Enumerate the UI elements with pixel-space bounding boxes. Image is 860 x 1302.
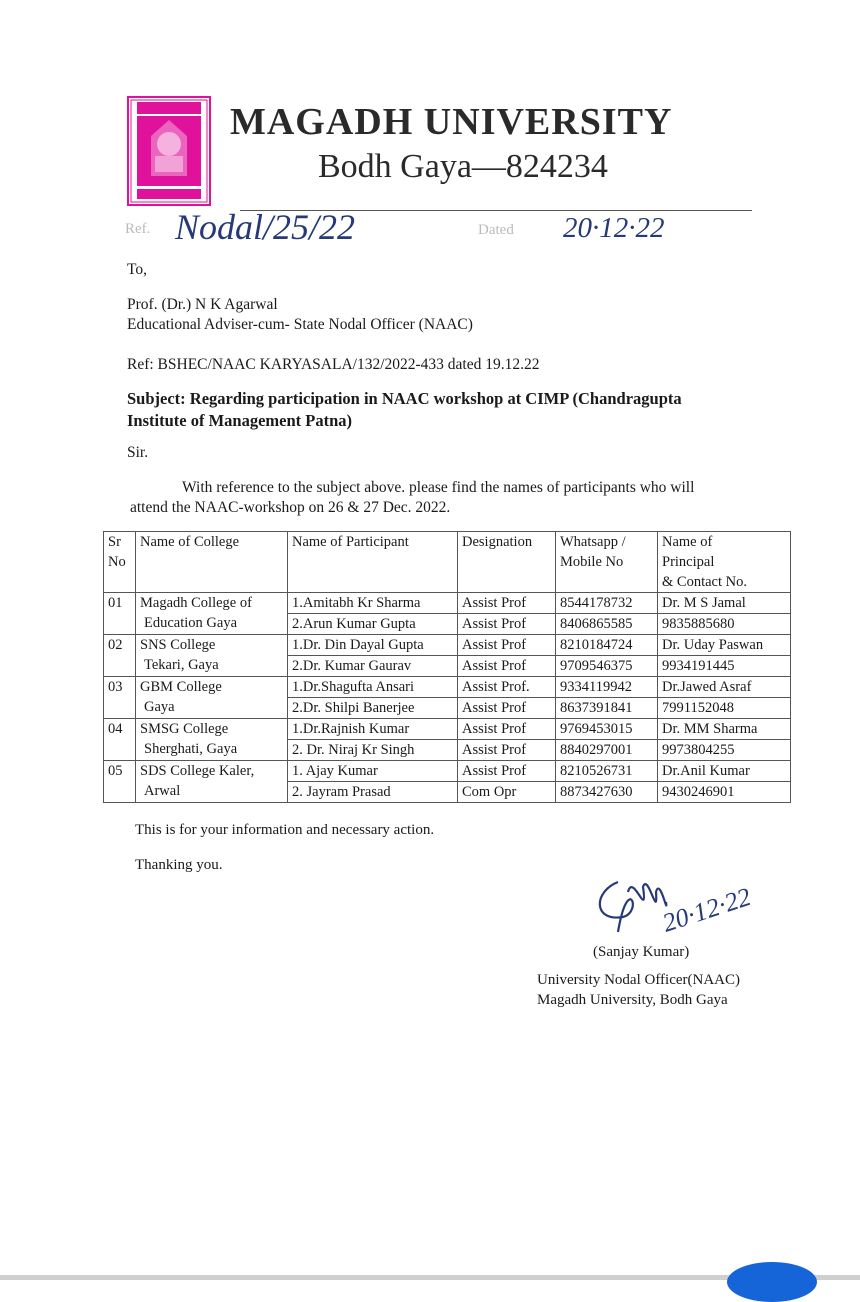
college-name-line-1: SDS College Kaler, <box>140 763 255 779</box>
college-cell <box>136 635 288 677</box>
signatory-name: (Sanjay Kumar) <box>593 944 690 960</box>
mobile-cell: 8544178732 <box>556 593 658 614</box>
header-designation: Designation <box>458 532 556 593</box>
recipient-title: Educational Adviser-cum- State Nodal Officer (NAAC) <box>127 316 473 333</box>
college-cell <box>136 677 288 719</box>
handwritten-signature <box>588 862 813 942</box>
college-cell <box>136 593 288 635</box>
college-name-line-2: Tekari, Gaya <box>144 657 219 673</box>
header-college: Name of College <box>136 532 288 593</box>
mobile-cell: 8637391841 <box>556 698 658 719</box>
body-line-1: With reference to the subject above. please find the names of participants who will <box>182 479 695 496</box>
college-name-line-1: SMSG College <box>140 721 229 737</box>
header-sr-no: Sr No <box>104 532 136 593</box>
principal-cell: 9973804255 <box>658 740 791 761</box>
college-name-line-1: SNS College <box>140 637 216 653</box>
mobile-cell: 9769453015 <box>556 719 658 740</box>
participant-name-cell: 2.Dr. Shilpi Banerjee <box>288 698 458 719</box>
designation-cell: Assist Prof <box>458 593 556 614</box>
participant-name-cell: 1.Dr. Din Dayal Gupta <box>288 635 458 656</box>
college-name-line-2: Sherghati, Gaya <box>144 741 238 757</box>
participants-table <box>103 531 791 803</box>
principal-cell: 9835885680 <box>658 614 791 635</box>
ref-label: Ref. <box>125 221 151 237</box>
header-mobile: Whatsapp / Mobile No <box>556 532 658 593</box>
mobile-cell: 8873427630 <box>556 782 658 803</box>
college-name-line-2: Arwal <box>144 783 181 799</box>
date-handwritten: 20·12·22 <box>563 212 665 244</box>
mobile-cell: 9334119942 <box>556 677 658 698</box>
designation-cell: Assist Prof <box>458 635 556 656</box>
principal-cell: Dr.Jawed Asraf <box>658 677 791 698</box>
designation-cell: Assist Prof. <box>458 677 556 698</box>
designation-cell: Assist Prof <box>458 698 556 719</box>
subject <box>127 388 682 432</box>
mobile-cell: 8406865585 <box>556 614 658 635</box>
closing-info: This is for your information and necessary action. <box>135 822 435 838</box>
participant-name-cell: 2.Arun Kumar Gupta <box>288 614 458 635</box>
signatory-title: University Nodal Officer(NAAC) <box>537 972 741 988</box>
principal-cell: Dr.Anil Kumar <box>658 761 791 782</box>
college-name-line-2: Education Gaya <box>144 615 238 631</box>
designation-cell: Assist Prof <box>458 761 556 782</box>
college-name-line-1: GBM College <box>140 679 222 695</box>
sr-no-cell: 04 <box>104 719 136 761</box>
mobile-cell: 8210184724 <box>556 635 658 656</box>
body-line-2: attend the NAAC-workshop on 26 & 27 Dec. 2022. <box>130 499 451 516</box>
college-name-line-2: Gaya <box>144 699 175 715</box>
principal-cell: 7991152048 <box>658 698 791 719</box>
table-row <box>104 677 791 698</box>
header-participant: Name of Participant <box>288 532 458 593</box>
principal-cell: Dr. M S Jamal <box>658 593 791 614</box>
participant-name-cell: 2.Dr. Kumar Gaurav <box>288 656 458 677</box>
designation-cell: Assist Prof <box>458 656 556 677</box>
signature-date: 20·12·22 <box>658 882 755 938</box>
participant-name-cell: 1. Ajay Kumar <box>288 761 458 782</box>
participant-name-cell: 1.Dr.Rajnish Kumar <box>288 719 458 740</box>
designation-cell: Com Opr <box>458 782 556 803</box>
sr-no-cell: 01 <box>104 593 136 635</box>
participant-name-cell: 1.Dr.Shagufta Ansari <box>288 677 458 698</box>
college-cell <box>136 719 288 761</box>
principal-cell: 9934191445 <box>658 656 791 677</box>
participant-name-cell: 2. Dr. Niraj Kr Singh <box>288 740 458 761</box>
principal-cell: Dr. MM Sharma <box>658 719 791 740</box>
dated-label: Dated <box>478 222 514 238</box>
mobile-cell: 8210526731 <box>556 761 658 782</box>
reference-line: Ref: BSHEC/NAAC KARYASALA/132/2022-433 dated 19.12.22 <box>127 356 540 373</box>
subject-line-2: Institute of Management Patna) <box>127 411 353 430</box>
table-body <box>104 593 791 803</box>
designation-cell: Assist Prof <box>458 740 556 761</box>
table-row <box>104 635 791 656</box>
ref-number-handwritten: Nodal/25/22 <box>175 207 356 247</box>
table-row <box>104 593 791 614</box>
mobile-cell: 8840297001 <box>556 740 658 761</box>
signatory-place: Magadh University, Bodh Gaya <box>537 992 728 1008</box>
university-name: MAGADH UNIVERSITY <box>230 101 673 143</box>
subject-line-1: Subject: Regarding participation in NAAC workshop at CIMP (Chandragupta <box>127 389 682 408</box>
sr-no-cell: 03 <box>104 677 136 719</box>
principal-cell: Dr. Uday Paswan <box>658 635 791 656</box>
salutation: Sir. <box>127 444 149 461</box>
mobile-cell: 9709546375 <box>556 656 658 677</box>
table-row <box>104 761 791 782</box>
sr-no-cell: 02 <box>104 635 136 677</box>
closing-thanks: Thanking you. <box>135 857 223 873</box>
university-address: Bodh Gaya—824234 <box>318 148 608 185</box>
table-row <box>104 719 791 740</box>
participant-name-cell: 1.Amitabh Kr Sharma <box>288 593 458 614</box>
designation-cell: Assist Prof <box>458 719 556 740</box>
designation-cell: Assist Prof <box>458 614 556 635</box>
floating-action-button[interactable] <box>727 1262 817 1302</box>
header-principal: Name of Principal & Contact No. <box>658 532 791 593</box>
participant-name-cell: 2. Jayram Prasad <box>288 782 458 803</box>
college-cell <box>136 761 288 803</box>
recipient-name: Prof. (Dr.) N K Agarwal <box>127 296 278 313</box>
to-line: To, <box>127 261 148 278</box>
university-seal-logo <box>127 96 211 206</box>
college-name-line-1: Magadh College of <box>140 595 252 611</box>
principal-cell: 9430246901 <box>658 782 791 803</box>
table-header-row <box>104 532 791 593</box>
sr-no-cell: 05 <box>104 761 136 803</box>
